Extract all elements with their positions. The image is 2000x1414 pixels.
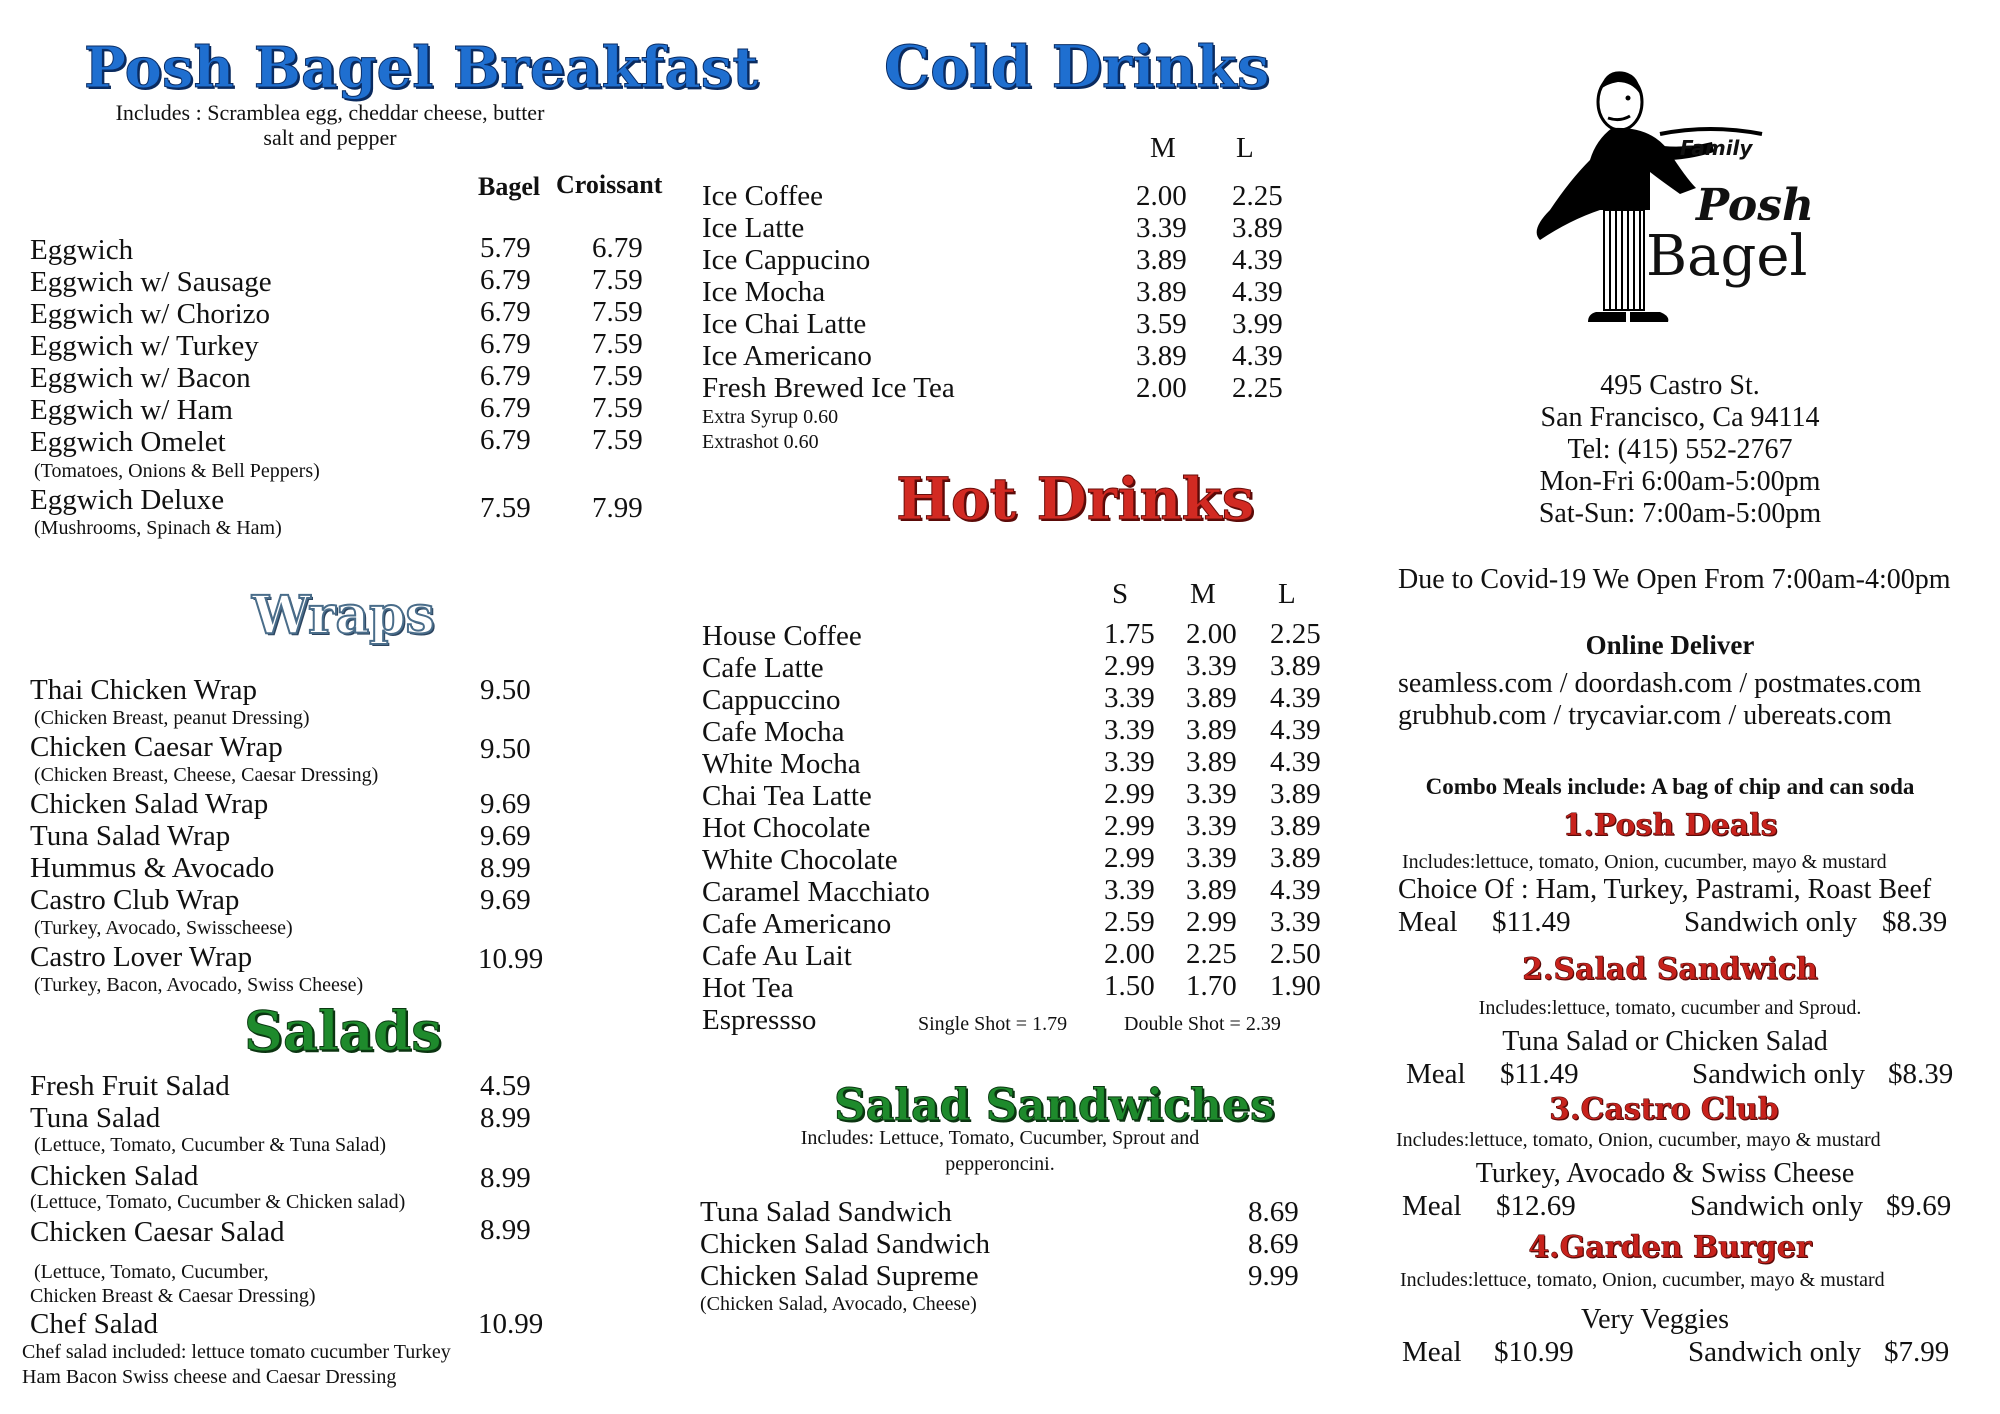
menu-item-price: 3.89 [1270, 810, 1321, 842]
menu-item-price: 3.39 [1104, 746, 1155, 778]
menu-item-note: (Tomatoes, Onions & Bell Peppers) [34, 460, 320, 482]
cold-col-m: M [1150, 132, 1176, 164]
combo-sandwich-only-price: $9.69 [1886, 1190, 1952, 1222]
combo-sandwich-only-price: $8.39 [1888, 1058, 1954, 1090]
menu-item-price: 2.25 [1270, 618, 1321, 650]
menu-item-name: Cafe Au Lait [702, 940, 852, 972]
menu-item-name: Hot Chocolate [702, 812, 871, 844]
menu-item-name: Chicken Caesar Salad [30, 1216, 285, 1248]
salad-sandwiches-title: Salad Sandwiches [834, 1080, 1275, 1131]
menu-item-name: Castro Lover Wrap [30, 941, 253, 973]
menu-item-name: Ice Coffee [702, 180, 824, 212]
menu-item-name: Fresh Brewed Ice Tea [702, 372, 955, 404]
menu-item-name: Chicken Caesar Wrap [30, 731, 283, 763]
menu-item-price: 7.59 [592, 392, 643, 424]
menu-item-note: (Lettuce, Tomato, Cucumber, [34, 1261, 269, 1283]
combo-header: Combo Meals include: A bag of chip and can soda [1425, 774, 1915, 799]
chef-salad-note: Ham Bacon Swiss cheese and Caesar Dressing [22, 1366, 397, 1388]
espresso-double-shot: Double Shot = 2.39 [1124, 1013, 1281, 1035]
breakfast-desc-1: Includes : Scramblea egg, cheddar cheese, butter [115, 100, 545, 125]
store-hours-weekday: Mon-Fri 6:00am-5:00pm [1539, 466, 1821, 497]
menu-item-price: 2.50 [1270, 938, 1321, 970]
chef-salad-note: Chef salad included: lettuce tomato cucumber Turkey [22, 1341, 451, 1363]
menu-item-name: Fresh Fruit Salad [30, 1070, 230, 1102]
combo-sandwich-only-price: $7.99 [1884, 1336, 1950, 1368]
combo-meal-price: $10.99 [1494, 1336, 1574, 1368]
combo-sandwich-only-label: Sandwich only [1688, 1336, 1862, 1368]
combo-choice: Choice Of : Ham, Turkey, Pastrami, Roast Beef [1398, 874, 1932, 905]
menu-item-price: 3.39 [1186, 778, 1237, 810]
menu-item-price: 4.59 [480, 1070, 531, 1102]
breakfast-col-croissant: Croissant [556, 170, 663, 199]
menu-item-name: Tuna Salad [30, 1102, 161, 1134]
combo-meal-price: $11.49 [1492, 906, 1571, 938]
menu-item-price: 1.90 [1270, 970, 1321, 1002]
menu-item-note: (Turkey, Bacon, Avocado, Swiss Cheese) [34, 974, 364, 996]
menu-item-name: Chicken Salad Sandwich [700, 1228, 990, 1260]
menu-item-name: Eggwich w/ Chorizo [30, 298, 271, 330]
menu-item-price: 3.39 [1270, 906, 1321, 938]
menu-item-price: 1.70 [1186, 970, 1237, 1002]
menu-item-note: (Chicken Breast, peanut Dressing) [34, 707, 310, 729]
menu-item-price: 7.59 [480, 492, 531, 524]
combo-sandwich-only-price: $8.39 [1882, 906, 1948, 938]
combo-sandwich-only-label: Sandwich only [1684, 906, 1858, 938]
menu-item-name: White Chocolate [702, 844, 898, 876]
store-phone: Tel: (415) 552-2767 [1567, 434, 1793, 465]
menu-item-price: 6.79 [592, 232, 643, 264]
combo-choice: Very Veggies [1580, 1304, 1729, 1335]
menu-item-price: 3.39 [1104, 714, 1155, 746]
covid-hours-notice: Due to Covid-19 We Open From 7:00am-4:00pm [1398, 564, 1951, 595]
menu-item-price: 3.99 [1232, 308, 1283, 340]
combo-includes: Includes:lettuce, tomato, Onion, cucumber, mayo & mustard [1396, 1129, 1881, 1151]
menu-item-price: 2.00 [1136, 372, 1187, 404]
combo-title: 1.Posh Deals [1562, 808, 1778, 843]
salads-title: Salads [244, 999, 442, 1063]
menu-item-name: Eggwich Omelet [30, 426, 226, 458]
menu-item-name: Eggwich w/ Sausage [30, 266, 272, 298]
menu-item-note: (Turkey, Avocado, Swisscheese) [34, 917, 293, 939]
combo-sandwich-only-label: Sandwich only [1692, 1058, 1866, 1090]
combo-meal-label: Meal [1406, 1058, 1466, 1090]
espresso-single-shot: Single Shot = 1.79 [918, 1013, 1068, 1035]
menu-item-price: 1.75 [1104, 618, 1155, 650]
menu-item-price: 2.99 [1104, 810, 1155, 842]
menu-item-price: 7.59 [592, 328, 643, 360]
hot-col-s: S [1112, 578, 1129, 610]
menu-item-price: 2.59 [1104, 906, 1155, 938]
menu-item-price: 6.79 [480, 296, 531, 328]
menu-item-name: Ice Cappucino [702, 244, 871, 276]
menu-item-name: Cafe Mocha [702, 716, 845, 748]
menu-item-price: 2.99 [1104, 842, 1155, 874]
menu-item-price: 3.89 [1270, 650, 1321, 682]
menu-item-price: 3.39 [1186, 842, 1237, 874]
combo-meal-label: Meal [1402, 1336, 1462, 1368]
menu-item-note: (Lettuce, Tomato, Cucumber & Tuna Salad) [34, 1134, 387, 1156]
menu-item-price: 7.59 [592, 264, 643, 296]
menu-item-price: 7.59 [592, 360, 643, 392]
menu-item-name: Tuna Salad Wrap [30, 820, 231, 852]
menu-item-note: Chicken Breast & Caesar Dressing) [30, 1285, 316, 1307]
combo-meal-label: Meal [1398, 906, 1458, 938]
posh-bagel-logo [1500, 60, 1840, 340]
online-deliver-sites-2: grubhub.com / trycaviar.com / ubereats.com [1398, 700, 1892, 731]
menu-item-price: 2.25 [1186, 938, 1237, 970]
menu-item-name: Chef Salad [30, 1308, 159, 1340]
menu-item-price: 3.89 [1232, 212, 1283, 244]
menu-item-price: 2.00 [1104, 938, 1155, 970]
combo-meal-label: Meal [1402, 1190, 1462, 1222]
menu-item-price: 6.79 [480, 264, 531, 296]
menu-item-price: 1.50 [1104, 970, 1155, 1002]
menu-item-price: 2.99 [1104, 650, 1155, 682]
hot-drinks-title: Hot Drinks [896, 465, 1255, 533]
menu-item-price: 2.00 [1136, 180, 1187, 212]
menu-item-price: 5.79 [480, 232, 531, 264]
menu-item-price: 6.79 [480, 328, 531, 360]
logo-posh-text: Posh [1696, 180, 1815, 231]
menu-item-price: 8.69 [1248, 1228, 1299, 1260]
sandwiches-desc-1: Includes: Lettuce, Tomato, Cucumber, Sprout and [800, 1127, 1200, 1149]
store-city: San Francisco, Ca 94114 [1540, 402, 1820, 433]
menu-item-price: 9.50 [480, 674, 531, 706]
menu-item-name: Eggwich Deluxe [30, 484, 225, 516]
logo-bagel-text: Bagel [1646, 224, 1808, 289]
store-address: 495 Castro St. [1600, 370, 1760, 401]
combo-meal-price: $11.49 [1500, 1058, 1579, 1090]
menu-item-name: Chai Tea Latte [702, 780, 872, 812]
menu-item-name: White Mocha [702, 748, 861, 780]
menu-item-price: 6.79 [480, 360, 531, 392]
online-deliver-sites-1: seamless.com / doordash.com / postmates.com [1398, 668, 1922, 699]
menu-item-name: Hot Tea [702, 972, 794, 1004]
menu-item-price: 9.50 [480, 733, 531, 765]
menu-item-name: Chicken Salad Supreme [700, 1260, 979, 1292]
menu-item-price: 4.39 [1270, 746, 1321, 778]
menu-item-price: 2.25 [1232, 372, 1283, 404]
menu-item-price: 4.39 [1270, 714, 1321, 746]
logo-family-text: Family [1680, 136, 1753, 160]
menu-item-price: 10.99 [478, 943, 544, 975]
menu-item-name: Ice Latte [702, 212, 805, 244]
menu-item-price: 2.99 [1186, 906, 1237, 938]
menu-item-price: 8.99 [480, 852, 531, 884]
menu-item-name: Ice Americano [702, 340, 872, 372]
combo-includes: Includes:lettuce, tomato, Onion, cucumber, mayo & mustard [1400, 1269, 1885, 1291]
store-hours-weekend: Sat-Sun: 7:00am-5:00pm [1538, 498, 1822, 529]
menu-item-name: House Coffee [702, 620, 862, 652]
menu-item-price: 2.25 [1232, 180, 1283, 212]
menu-item-price: 6.79 [480, 424, 531, 456]
menu-item-name: Eggwich w/ Turkey [30, 330, 259, 362]
menu-item-price: 9.69 [480, 884, 531, 916]
menu-item-name: Cafe Americano [702, 908, 892, 940]
combo-choice: Tuna Salad or Chicken Salad [1502, 1026, 1828, 1057]
menu-item-price: 3.89 [1136, 244, 1187, 276]
menu-item-note: (Chicken Salad, Avocado, Cheese) [700, 1293, 977, 1315]
menu-item-price: 2.99 [1104, 778, 1155, 810]
menu-item-price: 3.89 [1136, 276, 1187, 308]
menu-item-price: 8.69 [1248, 1196, 1299, 1228]
hot-col-l: L [1278, 578, 1296, 610]
menu-item-price: 4.39 [1270, 874, 1321, 906]
espresso-name: Espressso [702, 1004, 817, 1036]
menu-item-price: 2.00 [1186, 618, 1237, 650]
menu-item-price: 9.99 [1248, 1260, 1299, 1292]
menu-item-note: (Lettuce, Tomato, Cucumber & Chicken salad) [30, 1191, 406, 1213]
menu-item-name: Thai Chicken Wrap [30, 674, 258, 706]
menu-item-note: (Chicken Breast, Cheese, Caesar Dressing) [34, 764, 379, 786]
menu-item-price: 3.39 [1136, 212, 1187, 244]
menu-item-price: 4.39 [1232, 340, 1283, 372]
menu-item-price: 3.39 [1186, 810, 1237, 842]
menu-item-price: 8.99 [480, 1162, 531, 1194]
menu-item-name: Chicken Salad [30, 1160, 199, 1192]
menu-item-price: 4.39 [1232, 244, 1283, 276]
menu-item-name: Eggwich [30, 234, 134, 266]
menu-item-price: 3.89 [1270, 778, 1321, 810]
menu-item-price: 3.89 [1186, 714, 1237, 746]
online-deliver-title: Online Deliver [1585, 630, 1755, 660]
menu-item-name: Cappuccino [702, 684, 841, 716]
menu-item-name: Ice Mocha [702, 276, 826, 308]
menu-item-name: Chicken Salad Wrap [30, 788, 269, 820]
combo-title: 4.Garden Burger [1528, 1230, 1812, 1265]
menu-item-price: 3.39 [1104, 874, 1155, 906]
menu-item-price: 3.39 [1186, 650, 1237, 682]
extra-shot-note: Extrashot 0.60 [702, 431, 819, 453]
menu-item-price: 3.89 [1270, 842, 1321, 874]
menu-item-price: 3.39 [1104, 682, 1155, 714]
menu-item-name: Caramel Macchiato [702, 876, 930, 908]
combo-includes: Includes:lettuce, tomato, cucumber and Sproud. [1478, 997, 1862, 1019]
menu-item-name: Eggwich w/ Bacon [30, 362, 251, 394]
breakfast-col-bagel: Bagel [478, 172, 541, 201]
menu-item-name: Ice Chai Latte [702, 308, 867, 340]
combo-meal-price: $12.69 [1496, 1190, 1576, 1222]
menu-item-price: 10.99 [478, 1308, 544, 1340]
menu-item-name: Eggwich w/ Ham [30, 394, 233, 426]
menu-item-price: 9.69 [480, 788, 531, 820]
menu-item-price: 4.39 [1270, 682, 1321, 714]
cold-drinks-title: Cold Drinks [884, 33, 1270, 101]
menu-item-name: Tuna Salad Sandwich [700, 1196, 952, 1228]
combo-choice: Turkey, Avocado & Swiss Cheese [1475, 1158, 1855, 1189]
menu-item-price: 3.89 [1186, 874, 1237, 906]
menu-item-price: 3.59 [1136, 308, 1187, 340]
menu-item-price: 3.89 [1186, 746, 1237, 778]
breakfast-title: Posh Bagel Breakfast [84, 35, 759, 101]
menu-item-price: 7.99 [592, 492, 643, 524]
menu-item-price: 9.69 [480, 820, 531, 852]
menu-item-note: (Mushrooms, Spinach & Ham) [34, 517, 282, 539]
menu-item-price: 8.99 [480, 1214, 531, 1246]
cold-col-l: L [1236, 132, 1254, 164]
menu-item-price: 7.59 [592, 424, 643, 456]
menu-item-price: 8.99 [480, 1102, 531, 1134]
extra-syrup-note: Extra Syrup 0.60 [702, 406, 839, 428]
combo-title: 3.Castro Club [1549, 1092, 1779, 1127]
menu-item-price: 7.59 [592, 296, 643, 328]
menu-item-price: 3.89 [1136, 340, 1187, 372]
menu-item-name: Cafe Latte [702, 652, 824, 684]
menu-item-name: Castro Club Wrap [30, 884, 240, 916]
combo-title: 2.Salad Sandwich [1522, 952, 1818, 987]
hot-col-m: M [1190, 578, 1216, 610]
wraps-title: Wraps [252, 585, 435, 646]
combo-includes: Includes:lettuce, tomato, Onion, cucumber, mayo & mustard [1402, 851, 1887, 873]
sandwiches-desc-2: pepperoncini. [945, 1153, 1055, 1175]
menu-item-price: 4.39 [1232, 276, 1283, 308]
menu-item-name: Hummus & Avocado [30, 852, 275, 884]
menu-item-price: 3.89 [1186, 682, 1237, 714]
menu-item-price: 6.79 [480, 392, 531, 424]
breakfast-desc-2: salt and pepper [263, 125, 397, 150]
combo-sandwich-only-label: Sandwich only [1690, 1190, 1864, 1222]
